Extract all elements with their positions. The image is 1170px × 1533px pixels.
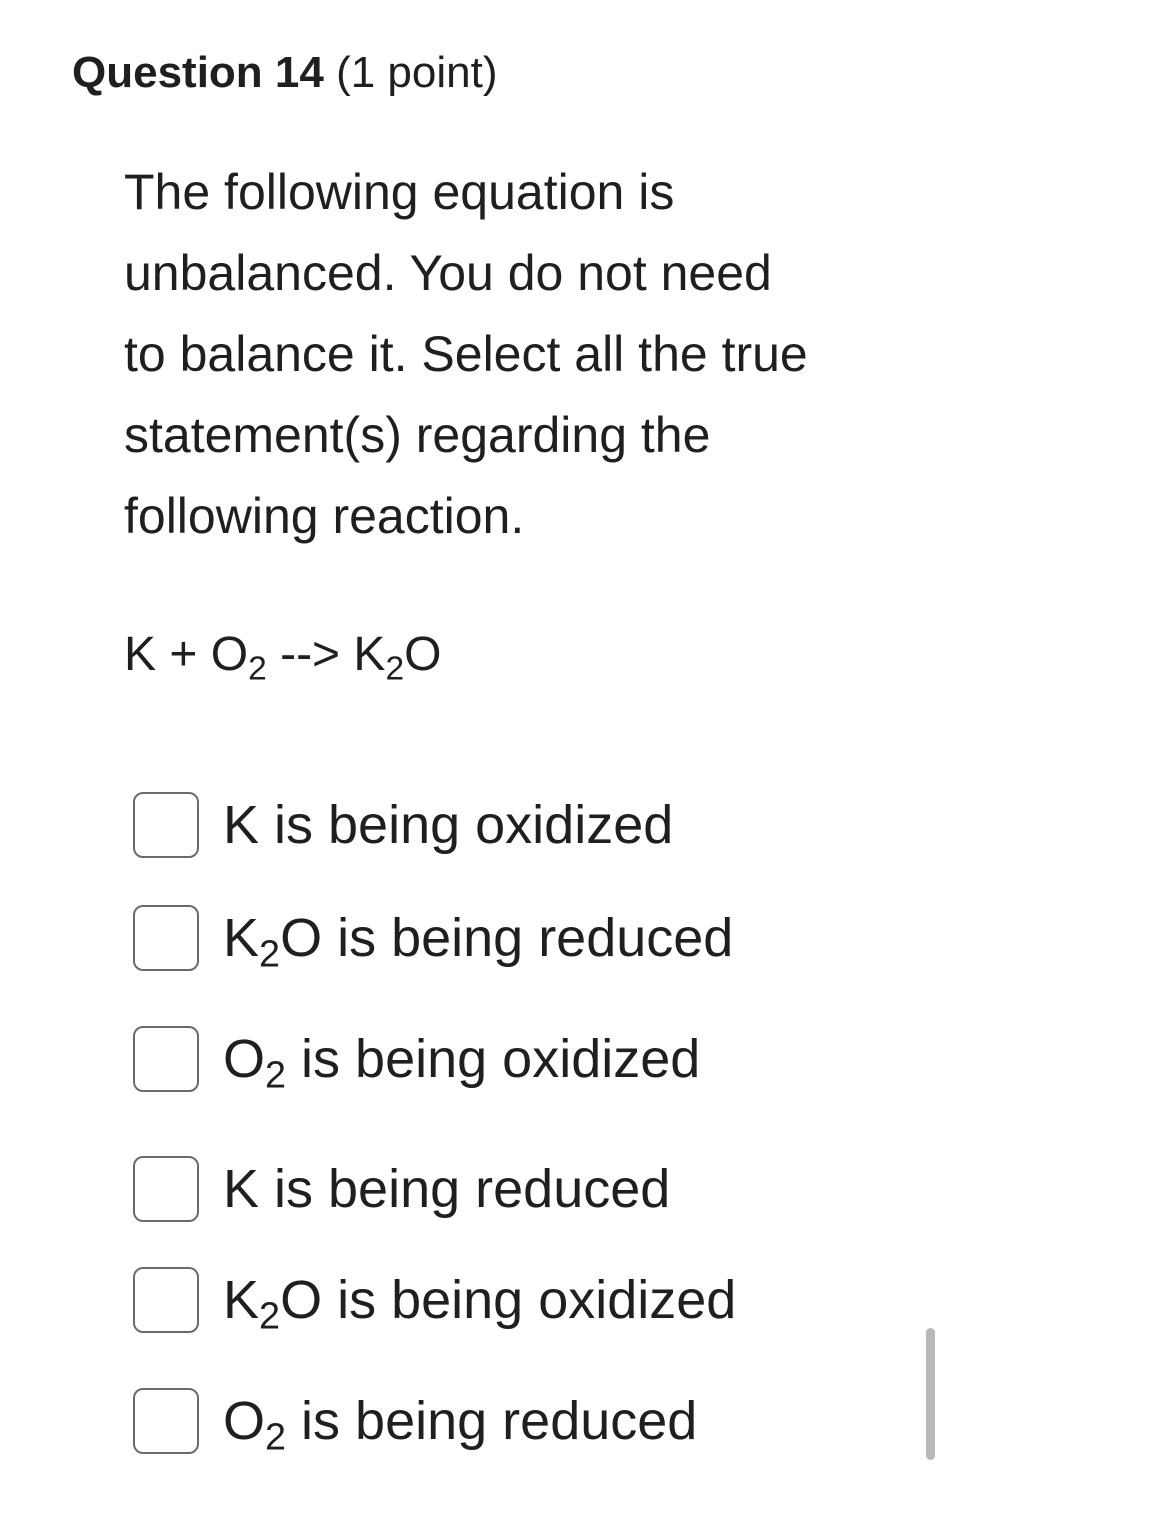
prompt-line: statement(s) regarding the xyxy=(124,407,711,463)
equation-reactants: K + O xyxy=(124,628,249,681)
option-label: $O_2$ is being reduced xyxy=(223,1391,698,1459)
checkbox[interactable] xyxy=(133,792,199,858)
question-points: (1 point) xyxy=(323,48,498,97)
checkbox[interactable] xyxy=(133,1156,199,1222)
option-k2o-reduced[interactable] xyxy=(133,903,734,976)
option-label: K is being oxidized xyxy=(223,795,674,855)
question-title: Question 14 xyxy=(72,48,324,97)
option-o2-reduced[interactable] xyxy=(133,1386,698,1459)
option-k-oxidized[interactable] xyxy=(133,790,673,860)
checkbox[interactable] xyxy=(133,1026,199,1092)
equation-subscript: 2 xyxy=(385,650,405,688)
prompt-line: unbalanced. You do not need xyxy=(124,245,772,301)
option-label: K is being reduced xyxy=(223,1159,671,1219)
equation-product: O xyxy=(404,628,442,681)
option-o2-oxidized[interactable] xyxy=(133,1024,701,1097)
prompt-line: following reaction. xyxy=(124,488,525,544)
checkbox[interactable] xyxy=(133,905,199,971)
scrollbar-thumb[interactable] xyxy=(926,1328,935,1460)
prompt-line: to balance it. Select all the true xyxy=(124,326,808,382)
option-k-reduced[interactable] xyxy=(133,1154,670,1224)
option-label: $O_2$ is being oxidized xyxy=(223,1029,701,1097)
question-header xyxy=(72,38,497,108)
option-k2o-oxidized[interactable] xyxy=(133,1265,737,1338)
equation-arrow: --> K xyxy=(266,628,386,681)
checkbox[interactable] xyxy=(133,1267,199,1333)
checkbox[interactable] xyxy=(133,1388,199,1454)
prompt-line: The following equation is xyxy=(124,164,675,220)
equation-subscript: 2 xyxy=(248,650,267,688)
chemical-equation xyxy=(124,620,441,690)
question-prompt xyxy=(124,152,944,557)
option-label: $K_2O$ is being reduced xyxy=(223,908,734,976)
option-label: $K_2O$ is being oxidized xyxy=(223,1270,737,1338)
